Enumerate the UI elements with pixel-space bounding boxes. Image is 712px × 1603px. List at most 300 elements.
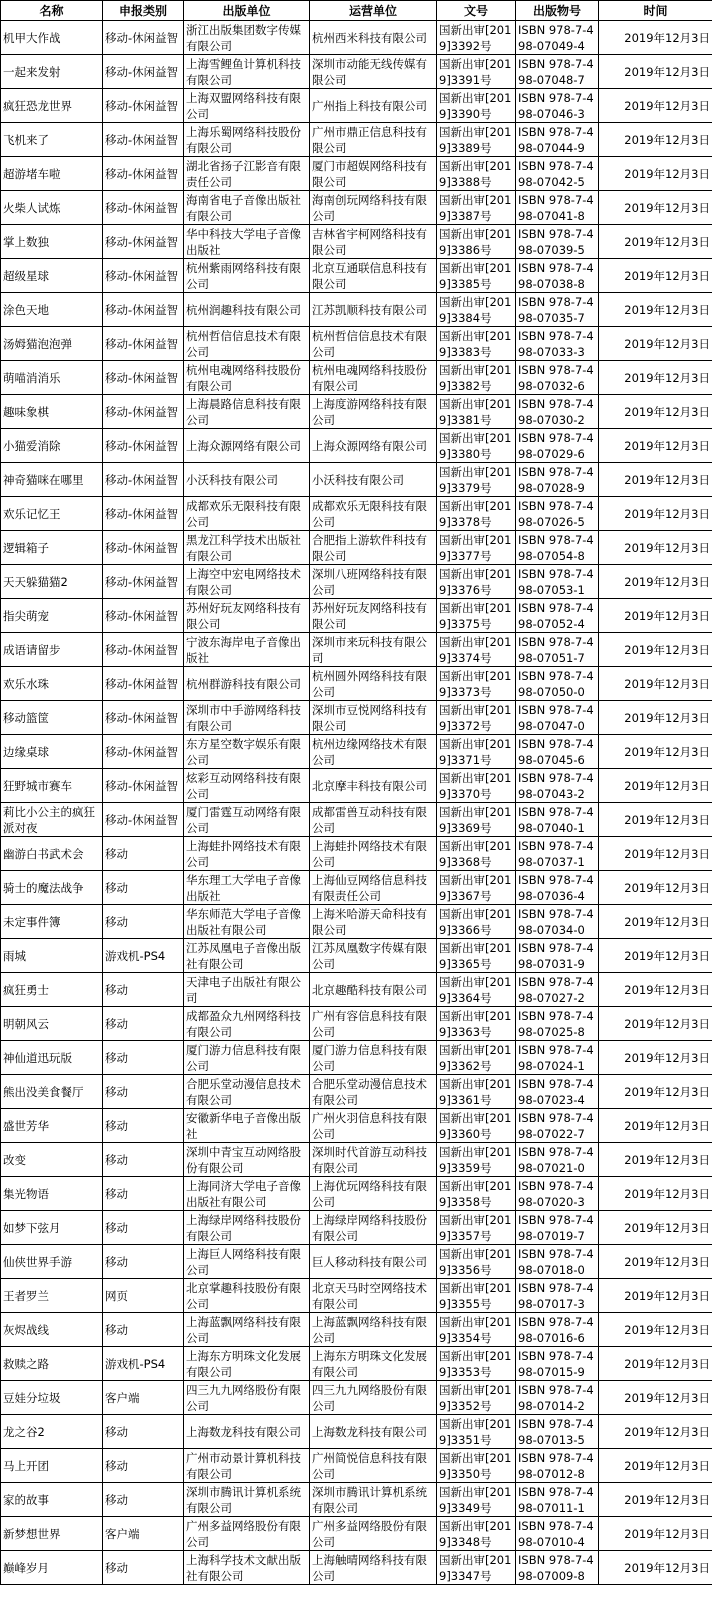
cell-publisher: 海南省电子音像出版社有限公司	[184, 191, 310, 225]
cell-name: 欢乐记忆王	[1, 497, 103, 531]
cell-isbn: ISBN 978-7-498-07041-8	[516, 191, 599, 225]
cell-operator: 合肥指上游软件科技有限公司	[310, 531, 437, 565]
cell-date: 2019年12月3日	[599, 123, 712, 157]
cell-isbn: ISBN 978-7-498-07039-5	[516, 225, 599, 259]
cell-isbn: ISBN 978-7-498-07049-4	[516, 21, 599, 55]
cell-document-number: 国新出审[2019]3352号	[437, 1381, 516, 1415]
cell-category: 移动	[103, 837, 184, 871]
cell-isbn: ISBN 978-7-498-07045-6	[516, 735, 599, 769]
table-row	[1, 837, 712, 871]
cell-name: 疯狂勇士	[1, 973, 103, 1007]
cell-operator: 广州市鼎正信息科技有限公司	[310, 123, 437, 157]
cell-operator: 广州指上科技有限公司	[310, 89, 437, 123]
table-row	[1, 633, 712, 667]
cell-document-number: 国新出审[2019]3349号	[437, 1483, 516, 1517]
cell-operator: 上海蛙扑网络技术有限公司	[310, 837, 437, 871]
cell-date: 2019年12月3日	[599, 1313, 712, 1347]
cell-name: 趣味象棋	[1, 395, 103, 429]
cell-isbn: ISBN 978-7-498-07012-8	[516, 1449, 599, 1483]
cell-publisher: 杭州紫雨网络科技有限公司	[184, 259, 310, 293]
cell-operator: 杭州圆外网络科技有限公司	[310, 667, 437, 701]
cell-category: 移动	[103, 1041, 184, 1075]
cell-isbn: ISBN 978-7-498-07021-0	[516, 1143, 599, 1177]
cell-operator: 江苏凯顺科技有限公司	[310, 293, 437, 327]
header-name: 名称	[1, 1, 103, 21]
cell-date: 2019年12月3日	[599, 1041, 712, 1075]
cell-name: 神仙道迅玩版	[1, 1041, 103, 1075]
cell-date: 2019年12月3日	[599, 1007, 712, 1041]
cell-date: 2019年12月3日	[599, 327, 712, 361]
cell-operator: 上海众源网络有限公司	[310, 429, 437, 463]
cell-document-number: 国新出审[2019]3351号	[437, 1415, 516, 1449]
cell-date: 2019年12月3日	[599, 89, 712, 123]
cell-document-number: 国新出审[2019]3366号	[437, 905, 516, 939]
cell-date: 2019年12月3日	[599, 55, 712, 89]
cell-category: 客户端	[103, 1381, 184, 1415]
table-row	[1, 701, 712, 735]
cell-publisher: 上海双盟网络科技有限公司	[184, 89, 310, 123]
cell-operator: 厦门市超娱网络科技有限公司	[310, 157, 437, 191]
cell-name: 幽游白书武术会	[1, 837, 103, 871]
cell-date: 2019年12月3日	[599, 803, 712, 837]
cell-document-number: 国新出审[2019]3362号	[437, 1041, 516, 1075]
cell-isbn: ISBN 978-7-498-07032-6	[516, 361, 599, 395]
cell-category: 移动-休闲益智	[103, 769, 184, 803]
cell-publisher: 上海乐蜀网络科技股份有限公司	[184, 123, 310, 157]
cell-name: 马上开团	[1, 1449, 103, 1483]
cell-document-number: 国新出审[2019]3378号	[437, 497, 516, 531]
cell-name: 豆娃分垃圾	[1, 1381, 103, 1415]
table-row	[1, 1211, 712, 1245]
cell-name: 火柴人试炼	[1, 191, 103, 225]
cell-date: 2019年12月3日	[599, 497, 712, 531]
cell-operator: 广州火羽信息科技有限公司	[310, 1109, 437, 1143]
cell-date: 2019年12月3日	[599, 531, 712, 565]
cell-name: 集光物语	[1, 1177, 103, 1211]
cell-document-number: 国新出审[2019]3381号	[437, 395, 516, 429]
cell-document-number: 国新出审[2019]3356号	[437, 1245, 516, 1279]
table-row	[1, 1075, 712, 1109]
cell-category: 移动	[103, 1245, 184, 1279]
cell-date: 2019年12月3日	[599, 463, 712, 497]
cell-publisher: 上海绿岸网络科技股份有限公司	[184, 1211, 310, 1245]
cell-document-number: 国新出审[2019]3358号	[437, 1177, 516, 1211]
cell-date: 2019年12月3日	[599, 633, 712, 667]
cell-publisher: 上海众源网络有限公司	[184, 429, 310, 463]
table-row	[1, 21, 712, 55]
cell-isbn: ISBN 978-7-498-07033-3	[516, 327, 599, 361]
cell-document-number: 国新出审[2019]3373号	[437, 667, 516, 701]
cell-category: 移动	[103, 1211, 184, 1245]
table-row	[1, 293, 712, 327]
cell-operator: 海南创玩网络科技有限公司	[310, 191, 437, 225]
table-row	[1, 1313, 712, 1347]
cell-name: 明朝风云	[1, 1007, 103, 1041]
cell-name: 小猫爱消除	[1, 429, 103, 463]
cell-document-number: 国新出审[2019]3368号	[437, 837, 516, 871]
cell-publisher: 厦门雷霆互动网络有限公司	[184, 803, 310, 837]
cell-publisher: 黑龙江科学技术出版社有限公司	[184, 531, 310, 565]
cell-date: 2019年12月3日	[599, 599, 712, 633]
cell-isbn: ISBN 978-7-498-07052-4	[516, 599, 599, 633]
cell-publisher: 小沃科技有限公司	[184, 463, 310, 497]
cell-category: 移动-休闲益智	[103, 497, 184, 531]
cell-isbn: ISBN 978-7-498-07031-9	[516, 939, 599, 973]
cell-date: 2019年12月3日	[599, 1211, 712, 1245]
cell-document-number: 国新出审[2019]3372号	[437, 701, 516, 735]
cell-operator: 吉林省宇柯网络科技有限公司	[310, 225, 437, 259]
cell-document-number: 国新出审[2019]3388号	[437, 157, 516, 191]
cell-name: 欢乐水珠	[1, 667, 103, 701]
cell-category: 移动-休闲益智	[103, 157, 184, 191]
cell-name: 逻辑箱子	[1, 531, 103, 565]
cell-document-number: 国新出审[2019]3375号	[437, 599, 516, 633]
table-row	[1, 361, 712, 395]
cell-date: 2019年12月3日	[599, 769, 712, 803]
table-row	[1, 1551, 712, 1585]
cell-operator: 北京摩丰科技有限公司	[310, 769, 437, 803]
cell-date: 2019年12月3日	[599, 1551, 712, 1585]
cell-isbn: ISBN 978-7-498-07053-1	[516, 565, 599, 599]
cell-date: 2019年12月3日	[599, 1279, 712, 1313]
table-row	[1, 905, 712, 939]
cell-operator: 广州多益网络股份有限公司	[310, 1517, 437, 1551]
cell-operator: 上海数龙科技有限公司	[310, 1415, 437, 1449]
table-row	[1, 225, 712, 259]
cell-publisher: 上海东方明珠文化发展有限公司	[184, 1347, 310, 1381]
table-row	[1, 259, 712, 293]
table-row	[1, 89, 712, 123]
table-row	[1, 1109, 712, 1143]
header-operator: 运营单位	[310, 1, 437, 21]
cell-category: 移动-休闲益智	[103, 599, 184, 633]
cell-name: 雨城	[1, 939, 103, 973]
cell-category: 游戏机-PS4	[103, 1347, 184, 1381]
cell-document-number: 国新出审[2019]3374号	[437, 633, 516, 667]
cell-category: 移动	[103, 1109, 184, 1143]
cell-operator: 成都雷兽互动科技有限公司	[310, 803, 437, 837]
cell-date: 2019年12月3日	[599, 429, 712, 463]
cell-isbn: ISBN 978-7-498-07035-7	[516, 293, 599, 327]
cell-isbn: ISBN 978-7-498-07051-7	[516, 633, 599, 667]
cell-date: 2019年12月3日	[599, 21, 712, 55]
cell-document-number: 国新出审[2019]3361号	[437, 1075, 516, 1109]
cell-publisher: 北京掌趣科技股份有限公司	[184, 1279, 310, 1313]
header-isbn: 出版物号	[516, 1, 599, 21]
cell-publisher: 深圳市中手游网络科技有限公司	[184, 701, 310, 735]
cell-publisher: 杭州哲信信息技术有限公司	[184, 327, 310, 361]
cell-publisher: 广州多益网络股份有限公司	[184, 1517, 310, 1551]
cell-date: 2019年12月3日	[599, 361, 712, 395]
cell-isbn: ISBN 978-7-498-07017-3	[516, 1279, 599, 1313]
cell-isbn: ISBN 978-7-498-07036-4	[516, 871, 599, 905]
cell-operator: 上海仙豆网络信息科技有限责任公司	[310, 871, 437, 905]
table-row	[1, 1177, 712, 1211]
cell-isbn: ISBN 978-7-498-07010-4	[516, 1517, 599, 1551]
cell-isbn: ISBN 978-7-498-07016-6	[516, 1313, 599, 1347]
cell-name: 新梦想世界	[1, 1517, 103, 1551]
cell-document-number: 国新出审[2019]3386号	[437, 225, 516, 259]
cell-document-number: 国新出审[2019]3353号	[437, 1347, 516, 1381]
cell-operator: 上海蓝飘网络科技有限公司	[310, 1313, 437, 1347]
table-row	[1, 1517, 712, 1551]
table-row	[1, 157, 712, 191]
cell-document-number: 国新出审[2019]3369号	[437, 803, 516, 837]
cell-operator: 成都欢乐无限科技有限公司	[310, 497, 437, 531]
cell-isbn: ISBN 978-7-498-07044-9	[516, 123, 599, 157]
cell-name: 家的故事	[1, 1483, 103, 1517]
cell-date: 2019年12月3日	[599, 871, 712, 905]
cell-isbn: ISBN 978-7-498-07024-1	[516, 1041, 599, 1075]
cell-name: 熊出没美食餐厅	[1, 1075, 103, 1109]
cell-document-number: 国新出审[2019]3392号	[437, 21, 516, 55]
cell-date: 2019年12月3日	[599, 565, 712, 599]
cell-category: 移动	[103, 905, 184, 939]
cell-isbn: ISBN 978-7-498-07034-0	[516, 905, 599, 939]
cell-category: 移动-休闲益智	[103, 55, 184, 89]
cell-publisher: 四三九九网络股份有限公司	[184, 1381, 310, 1415]
table-row	[1, 531, 712, 565]
header-publisher: 出版单位	[184, 1, 310, 21]
cell-category: 移动	[103, 1177, 184, 1211]
table-row	[1, 1041, 712, 1075]
table-row	[1, 327, 712, 361]
cell-category: 移动	[103, 871, 184, 905]
table-row	[1, 1007, 712, 1041]
cell-document-number: 国新出审[2019]3387号	[437, 191, 516, 225]
cell-date: 2019年12月3日	[599, 1483, 712, 1517]
cell-operator: 深圳市来玩科技有限公司	[310, 633, 437, 667]
cell-name: 仙侠世界手游	[1, 1245, 103, 1279]
cell-operator: 杭州电魂网络科技股份有限公司	[310, 361, 437, 395]
cell-category: 移动-休闲益智	[103, 191, 184, 225]
cell-isbn: ISBN 978-7-498-07019-7	[516, 1211, 599, 1245]
cell-isbn: ISBN 978-7-498-07054-8	[516, 531, 599, 565]
cell-document-number: 国新出审[2019]3350号	[437, 1449, 516, 1483]
table-row	[1, 191, 712, 225]
cell-isbn: ISBN 978-7-498-07015-9	[516, 1347, 599, 1381]
table-row	[1, 1415, 712, 1449]
cell-document-number: 国新出审[2019]3357号	[437, 1211, 516, 1245]
cell-operator: 深圳市动能无线传媒有限公司	[310, 55, 437, 89]
cell-name: 疯狂恐龙世界	[1, 89, 103, 123]
table-row	[1, 55, 712, 89]
cell-document-number: 国新出审[2019]3384号	[437, 293, 516, 327]
cell-name: 骑士的魔法战争	[1, 871, 103, 905]
cell-isbn: ISBN 978-7-498-07013-5	[516, 1415, 599, 1449]
table-row	[1, 1483, 712, 1517]
cell-date: 2019年12月3日	[599, 293, 712, 327]
cell-operator: 上海绿岸网络科技股份有限公司	[310, 1211, 437, 1245]
cell-publisher: 深圳市腾讯计算机系统有限公司	[184, 1483, 310, 1517]
cell-isbn: ISBN 978-7-498-07048-7	[516, 55, 599, 89]
table-row	[1, 735, 712, 769]
cell-publisher: 苏州好玩友网络科技有限公司	[184, 599, 310, 633]
cell-publisher: 合肥乐堂动漫信息技术有限公司	[184, 1075, 310, 1109]
cell-name: 指尖萌宠	[1, 599, 103, 633]
cell-name: 王者罗兰	[1, 1279, 103, 1313]
cell-date: 2019年12月3日	[599, 1109, 712, 1143]
cell-category: 客户端	[103, 1517, 184, 1551]
cell-date: 2019年12月3日	[599, 191, 712, 225]
cell-operator: 深圳市豆悦网络科技有限公司	[310, 701, 437, 735]
cell-operator: 北京天马时空网络技术有限公司	[310, 1279, 437, 1313]
cell-operator: 北京趣酷科技有限公司	[310, 973, 437, 1007]
cell-name: 改变	[1, 1143, 103, 1177]
cell-operator: 深圳市腾讯计算机系统有限公司	[310, 1483, 437, 1517]
cell-date: 2019年12月3日	[599, 1449, 712, 1483]
cell-isbn: ISBN 978-7-498-07030-2	[516, 395, 599, 429]
cell-operator: 广州简悦信息科技有限公司	[310, 1449, 437, 1483]
cell-category: 移动-休闲益智	[103, 21, 184, 55]
cell-name: 救赎之路	[1, 1347, 103, 1381]
cell-category: 移动-休闲益智	[103, 803, 184, 837]
header-category: 申报类别	[103, 1, 184, 21]
cell-document-number: 国新出审[2019]3360号	[437, 1109, 516, 1143]
table-row	[1, 939, 712, 973]
table-row	[1, 1245, 712, 1279]
table-row	[1, 395, 712, 429]
cell-date: 2019年12月3日	[599, 1177, 712, 1211]
cell-name: 超级星球	[1, 259, 103, 293]
cell-document-number: 国新出审[2019]3376号	[437, 565, 516, 599]
cell-name: 巅峰岁月	[1, 1551, 103, 1585]
cell-operator: 江苏凤凰数字传媒有限公司	[310, 939, 437, 973]
cell-publisher: 上海数龙科技有限公司	[184, 1415, 310, 1449]
cell-date: 2019年12月3日	[599, 1381, 712, 1415]
cell-publisher: 杭州群游科技有限公司	[184, 667, 310, 701]
cell-category: 移动-休闲益智	[103, 259, 184, 293]
table-row	[1, 1381, 712, 1415]
table-row	[1, 803, 712, 837]
cell-category: 移动-休闲益智	[103, 531, 184, 565]
cell-category: 移动-休闲益智	[103, 123, 184, 157]
cell-date: 2019年12月3日	[599, 1517, 712, 1551]
table-row	[1, 973, 712, 1007]
cell-name: 莉比小公主的疯狂派对夜	[1, 803, 103, 837]
cell-document-number: 国新出审[2019]3367号	[437, 871, 516, 905]
cell-isbn: ISBN 978-7-498-07029-6	[516, 429, 599, 463]
cell-date: 2019年12月3日	[599, 1415, 712, 1449]
cell-name: 飞机来了	[1, 123, 103, 157]
cell-publisher: 宁波东海岸电子音像出版社	[184, 633, 310, 667]
table-row	[1, 1279, 712, 1313]
cell-category: 移动-休闲益智	[103, 361, 184, 395]
cell-isbn: ISBN 978-7-498-07047-0	[516, 701, 599, 735]
cell-operator: 巨人移动科技有限公司	[310, 1245, 437, 1279]
cell-category: 移动	[103, 1483, 184, 1517]
cell-category: 移动-休闲益智	[103, 633, 184, 667]
cell-isbn: ISBN 978-7-498-07018-0	[516, 1245, 599, 1279]
cell-document-number: 国新出审[2019]3390号	[437, 89, 516, 123]
cell-operator: 广州有容信息科技有限公司	[310, 1007, 437, 1041]
cell-category: 移动-休闲益智	[103, 565, 184, 599]
cell-isbn: ISBN 978-7-498-07046-3	[516, 89, 599, 123]
cell-date: 2019年12月3日	[599, 939, 712, 973]
header-date: 时间	[599, 1, 712, 21]
cell-isbn: ISBN 978-7-498-07011-1	[516, 1483, 599, 1517]
cell-operator: 杭州西米科技有限公司	[310, 21, 437, 55]
cell-document-number: 国新出审[2019]3389号	[437, 123, 516, 157]
cell-name: 机甲大作战	[1, 21, 103, 55]
cell-document-number: 国新出审[2019]3364号	[437, 973, 516, 1007]
cell-document-number: 国新出审[2019]3377号	[437, 531, 516, 565]
cell-operator: 合肥乐堂动漫信息技术有限公司	[310, 1075, 437, 1109]
cell-name: 萌喵消消乐	[1, 361, 103, 395]
cell-date: 2019年12月3日	[599, 157, 712, 191]
cell-publisher: 上海蓝飘网络科技有限公司	[184, 1313, 310, 1347]
cell-publisher: 上海科学技术文献出版社有限公司	[184, 1551, 310, 1585]
cell-isbn: ISBN 978-7-498-07050-0	[516, 667, 599, 701]
cell-publisher: 浙江出版集团数字传媒有限公司	[184, 21, 310, 55]
table-row	[1, 497, 712, 531]
cell-document-number: 国新出审[2019]3383号	[437, 327, 516, 361]
cell-operator: 厦门游力信息科技有限公司	[310, 1041, 437, 1075]
cell-publisher: 华中科技大学电子音像出版社	[184, 225, 310, 259]
cell-date: 2019年12月3日	[599, 1245, 712, 1279]
cell-document-number: 国新出审[2019]3354号	[437, 1313, 516, 1347]
cell-isbn: ISBN 978-7-498-07042-5	[516, 157, 599, 191]
cell-category: 移动	[103, 1143, 184, 1177]
cell-date: 2019年12月3日	[599, 1347, 712, 1381]
cell-publisher: 上海雪鲤鱼计算机科技有限公司	[184, 55, 310, 89]
cell-date: 2019年12月3日	[599, 667, 712, 701]
cell-document-number: 国新出审[2019]3355号	[437, 1279, 516, 1313]
cell-publisher: 华东师范大学电子音像出版社有限公司	[184, 905, 310, 939]
cell-date: 2019年12月3日	[599, 701, 712, 735]
cell-isbn: ISBN 978-7-498-07009-8	[516, 1551, 599, 1585]
cell-name: 成语请留步	[1, 633, 103, 667]
cell-publisher: 上海巨人网络科技有限公司	[184, 1245, 310, 1279]
cell-publisher: 深圳中青宝互动网络股份有限公司	[184, 1143, 310, 1177]
table-row	[1, 463, 712, 497]
cell-operator: 四三九九网络股份有限公司	[310, 1381, 437, 1415]
cell-document-number: 国新出审[2019]3382号	[437, 361, 516, 395]
cell-isbn: ISBN 978-7-498-07020-3	[516, 1177, 599, 1211]
cell-name: 移动篮筐	[1, 701, 103, 735]
cell-date: 2019年12月3日	[599, 1075, 712, 1109]
cell-document-number: 国新出审[2019]3371号	[437, 735, 516, 769]
cell-category: 移动-休闲益智	[103, 225, 184, 259]
cell-name: 龙之谷2	[1, 1415, 103, 1449]
cell-isbn: ISBN 978-7-498-07038-8	[516, 259, 599, 293]
cell-operator: 北京互通联信息科技有限公司	[310, 259, 437, 293]
cell-isbn: ISBN 978-7-498-07023-4	[516, 1075, 599, 1109]
cell-publisher: 天津电子出版社有限公司	[184, 973, 310, 1007]
table-row	[1, 1449, 712, 1483]
cell-isbn: ISBN 978-7-498-07028-9	[516, 463, 599, 497]
cell-name: 涂色天地	[1, 293, 103, 327]
cell-category: 移动-休闲益智	[103, 701, 184, 735]
table-row	[1, 871, 712, 905]
cell-category: 移动	[103, 1415, 184, 1449]
cell-document-number: 国新出审[2019]3347号	[437, 1551, 516, 1585]
cell-publisher: 厦门游力信息科技有限公司	[184, 1041, 310, 1075]
cell-document-number: 国新出审[2019]3385号	[437, 259, 516, 293]
cell-isbn: ISBN 978-7-498-07037-1	[516, 837, 599, 871]
cell-publisher: 上海空中宏电网络技术有限公司	[184, 565, 310, 599]
table-body	[1, 21, 712, 1585]
cell-operator: 上海米哈游天命科技有限公司	[310, 905, 437, 939]
cell-date: 2019年12月3日	[599, 259, 712, 293]
cell-document-number: 国新出审[2019]3391号	[437, 55, 516, 89]
cell-name: 灰烬战线	[1, 1313, 103, 1347]
cell-operator: 上海触晴网络科技有限公司	[310, 1551, 437, 1585]
cell-name: 边缘桌球	[1, 735, 103, 769]
cell-name: 掌上数独	[1, 225, 103, 259]
cell-isbn: ISBN 978-7-498-07014-2	[516, 1381, 599, 1415]
cell-name: 天天躲猫猫2	[1, 565, 103, 599]
